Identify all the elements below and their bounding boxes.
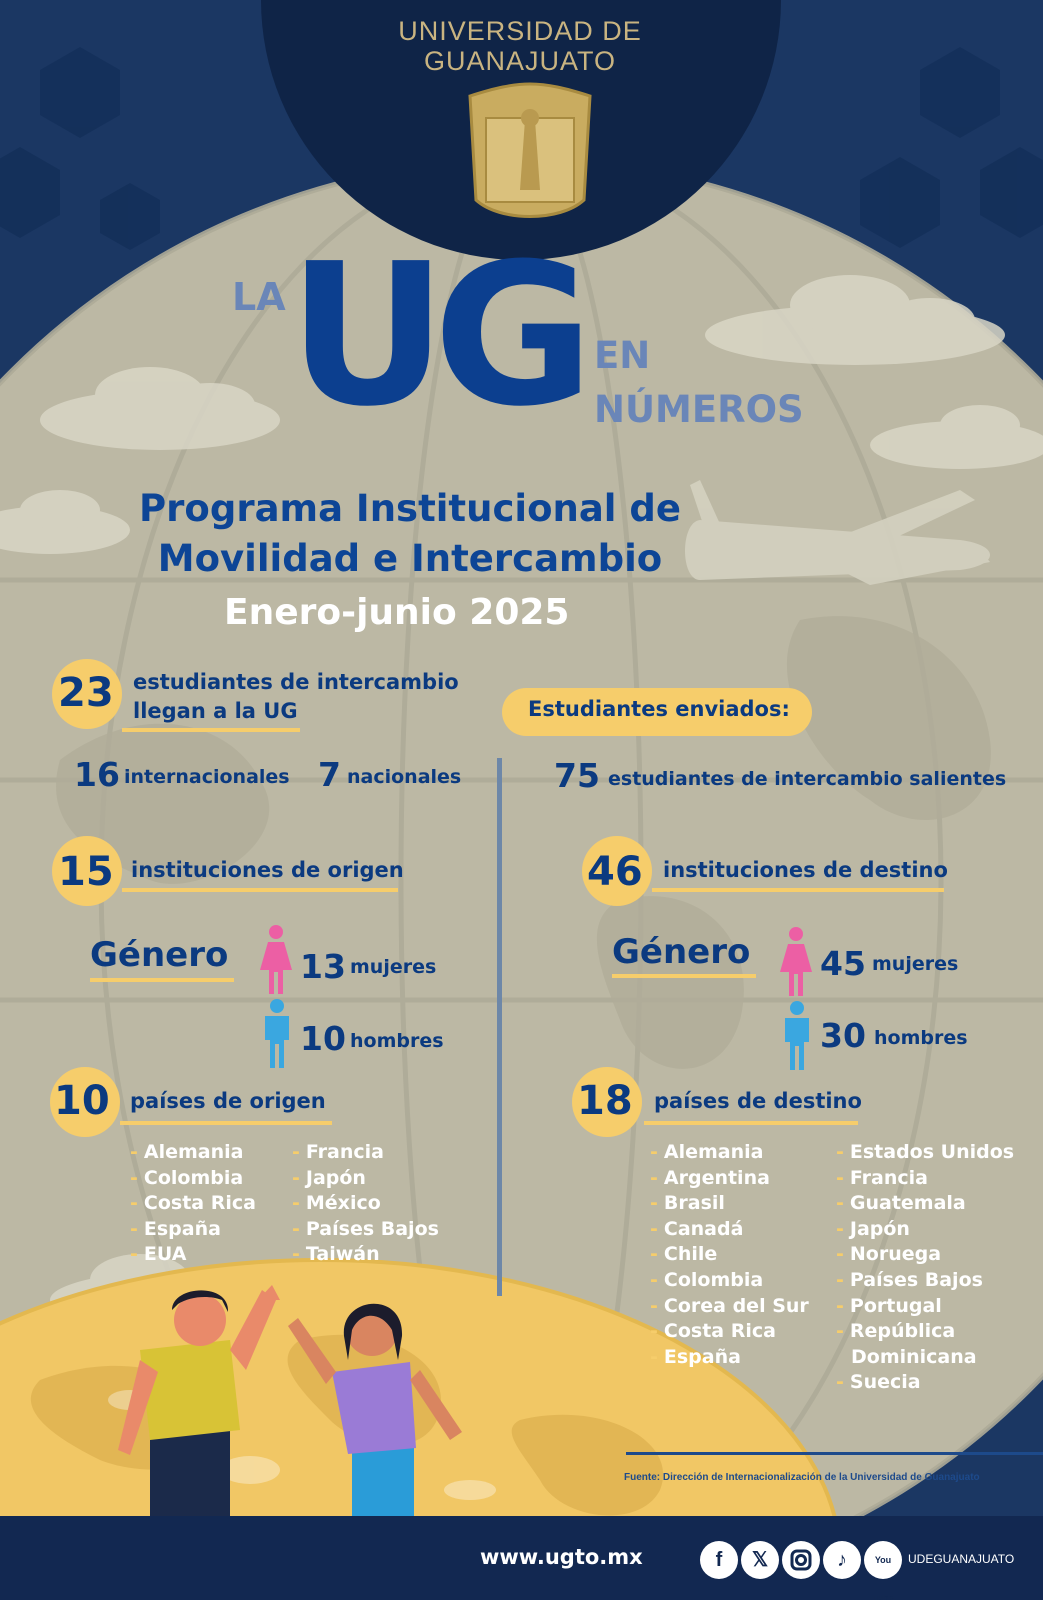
youtube-icon[interactable]: You Tube	[864, 1541, 902, 1579]
underline	[644, 1121, 858, 1125]
women-outgoing-label: mujeres	[872, 953, 959, 975]
list-item: - Colombia	[130, 1166, 244, 1189]
social-handle: UDEGUANAJUATO	[908, 1552, 1015, 1566]
list-item: - Noruega	[836, 1243, 942, 1266]
men-incoming-label: hombres	[350, 1030, 444, 1052]
gender-title-outgoing: Género	[612, 932, 751, 972]
program-title: Programa Institucional de Movilidad e Intercambio	[139, 487, 681, 580]
list-item: - Guatemala	[836, 1192, 966, 1215]
x-icon[interactable]: 𝕏	[741, 1541, 779, 1579]
countries-origin-list-2	[292, 1140, 439, 1268]
list-item: - República	[836, 1320, 956, 1343]
university-name: UNIVERSIDAD DE GUANAJUATO	[398, 16, 642, 76]
incoming-total-number: 23	[58, 670, 114, 716]
list-item: - Países Bajos	[836, 1268, 983, 1291]
list-item: - México	[292, 1192, 381, 1215]
women-incoming-label: mujeres	[350, 956, 437, 978]
man-icon	[262, 998, 292, 1068]
man-icon	[782, 1000, 812, 1070]
list-item: - Alemania	[650, 1141, 764, 1163]
title-la: LA	[232, 275, 286, 319]
title-en: EN	[594, 334, 651, 377]
instagram-glyph	[782, 1541, 820, 1579]
countries-origin-number: 10	[54, 1078, 110, 1124]
list-item: - Francia	[292, 1141, 384, 1163]
list-item: - Chile	[650, 1243, 718, 1266]
gender-title-incoming: Género	[90, 935, 229, 975]
tiktok-icon[interactable]: ♪	[823, 1541, 861, 1579]
list-item: - Francia	[836, 1166, 928, 1189]
women-incoming-number: 13	[300, 947, 346, 986]
underline	[122, 888, 398, 892]
countries-dest-list-2	[836, 1140, 1014, 1396]
underline	[122, 728, 300, 732]
facebook-icon[interactable]: f	[700, 1541, 738, 1579]
countries-origin-label: países de origen	[130, 1089, 326, 1113]
women-outgoing-number: 45	[820, 944, 866, 983]
institutions-dest-number: 46	[587, 849, 643, 895]
list-item: - Suecia	[836, 1371, 921, 1394]
list-item: - España	[650, 1345, 741, 1368]
list-item: - Brasil	[650, 1192, 725, 1215]
source-note: Fuente: Dirección de Internacionalización de la Universidad de Guanajuato	[624, 1472, 980, 1483]
title-ug: UG	[288, 222, 581, 450]
list-item: Dominicana	[851, 1345, 977, 1368]
national-label: nacionales	[347, 766, 462, 788]
website-link[interactable]: www.ugto.mx	[480, 1545, 643, 1569]
list-item: - Alemania	[130, 1141, 244, 1163]
instagram-icon[interactable]	[782, 1541, 820, 1579]
list-item: - Argentina	[650, 1166, 770, 1189]
underline	[612, 974, 756, 978]
list-item: - Costa Rica	[130, 1192, 256, 1215]
list-item: - Canadá	[650, 1217, 744, 1240]
international-number: 16	[74, 755, 120, 794]
institutions-dest-label: instituciones de destino	[663, 858, 948, 882]
national-number: 7	[318, 755, 341, 794]
underline	[652, 888, 944, 892]
underline	[90, 978, 234, 982]
university-seal-icon	[470, 84, 590, 217]
institutions-origin-number: 15	[58, 849, 114, 895]
outgoing-pill-label: Estudiantes enviados:	[528, 697, 790, 721]
countries-dest-label: países de destino	[654, 1089, 862, 1113]
column-divider	[497, 758, 502, 1296]
list-item: - Colombia	[650, 1268, 764, 1291]
program-period: Enero-junio 2025	[224, 592, 570, 633]
underline	[120, 1121, 332, 1125]
countries-origin-list-1	[130, 1140, 256, 1268]
countries-dest-number: 18	[577, 1078, 633, 1124]
list-item: - Japón	[836, 1217, 910, 1240]
list-item: - Países Bajos	[292, 1217, 439, 1240]
source-divider	[626, 1452, 1043, 1455]
incoming-total-label: estudiantes de intercambio llegan a la UG	[133, 670, 459, 723]
men-outgoing-label: hombres	[874, 1027, 968, 1049]
list-item: - Japón	[292, 1166, 366, 1189]
list-item: - Costa Rica	[650, 1320, 776, 1343]
men-outgoing-number: 30	[820, 1016, 866, 1055]
men-incoming-number: 10	[300, 1019, 346, 1058]
institutions-origin-label: instituciones de origen	[131, 858, 404, 882]
woman-icon	[258, 924, 294, 994]
list-item: - Portugal	[836, 1294, 942, 1317]
outgoing-total-number: 75	[554, 756, 600, 795]
list-item: - Corea del Sur	[650, 1294, 809, 1317]
list-item: - Estados Unidos	[836, 1141, 1015, 1163]
outgoing-total-label: estudiantes de intercambio salientes	[608, 768, 1007, 790]
title-numeros: NÚMEROS	[594, 388, 804, 431]
list-item: - España	[130, 1217, 221, 1240]
international-label: internacionales	[124, 766, 290, 788]
countries-dest-list-1	[650, 1140, 809, 1370]
woman-icon	[778, 926, 814, 996]
list-item: - EUA	[130, 1243, 187, 1266]
list-item: - Taiwán	[292, 1243, 380, 1266]
